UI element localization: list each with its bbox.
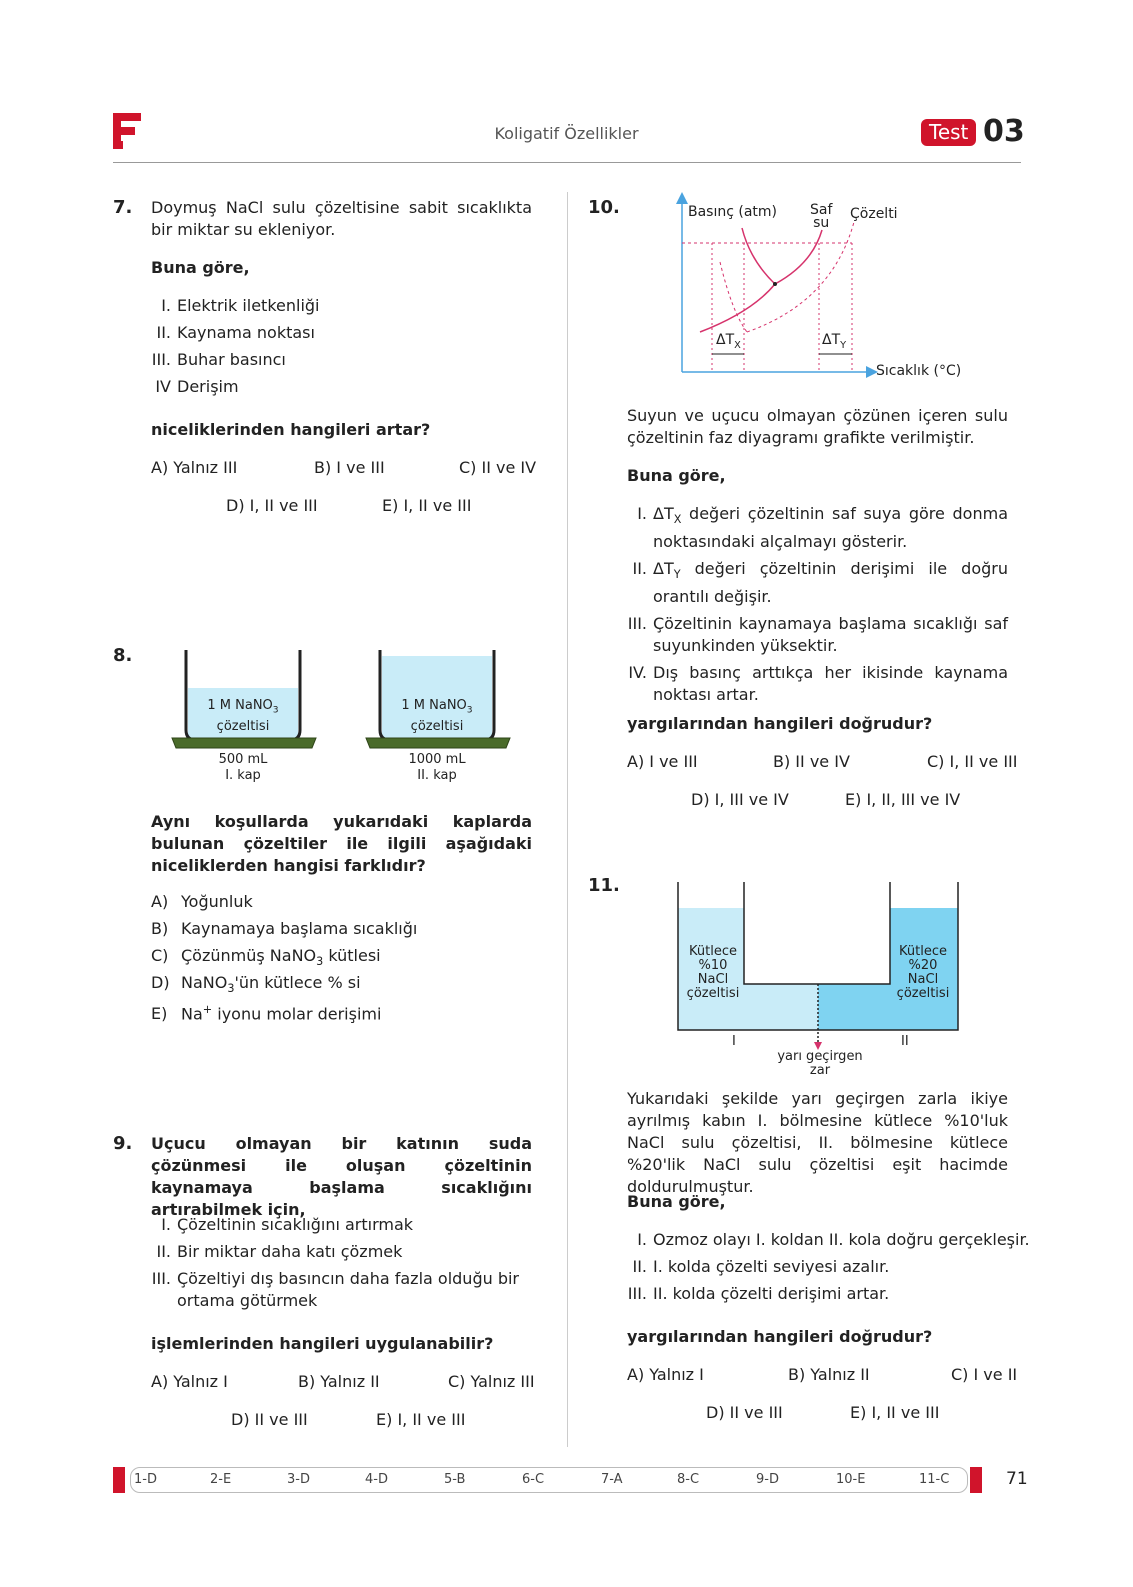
q10-item: III. Çözeltinin kaynamaya başlama sıcaklığı saf suyunkinden yüksektir. [627, 614, 1008, 656]
beaker-1-caption: 500 mL I. kap [218, 752, 268, 783]
beaker-2-caption: 1000 mL II. kap [408, 752, 466, 783]
q8-option-d[interactable]: D) NaNO$_3$'ün kütlece % si [151, 973, 361, 996]
q7-option-d[interactable]: D) I, II ve III [226, 496, 318, 515]
q11-item-list [619, 1229, 1030, 1310]
q7-option-a[interactable]: A) Yalnız III [151, 458, 238, 477]
q9-option-d[interactable]: D) II ve III [231, 1410, 308, 1429]
answer-key-item: 11-C [919, 1472, 950, 1487]
answer-key-right-marker [970, 1467, 982, 1493]
q9-item: I. Çözeltinin sıcaklığını artırmak [161, 1215, 414, 1234]
test-badge: Test [921, 119, 976, 146]
q8-option-e[interactable]: E) Na+ iyonu molar derişimi [151, 1003, 382, 1024]
answer-key-item: 5-B [444, 1472, 466, 1487]
q10-lead: Buna göre, [627, 466, 726, 485]
q9-option-e[interactable]: E) I, II ve III [376, 1410, 466, 1429]
answer-key-item: 1-D [134, 1472, 157, 1487]
q11-lead: Buna göre, [627, 1192, 726, 1211]
membrane-label: yarı geçirgen zar [777, 1049, 863, 1078]
q11-item: I. Ozmoz olayı I. koldan II. kola doğru gerçekleşir. [637, 1230, 1030, 1249]
q10-item: II. $\Delta T_Y$ değeri çözeltinin derişimi ile doğru orantılı değişir. [632, 559, 1008, 607]
q7-item: IV Derişim [155, 377, 239, 396]
graph-cozelti-label: Çözelti [850, 206, 898, 222]
q9-stem: Uçucu olmayan bir katının suda çözünmesi ile oluşan çözeltinin kaynamaya başlama sıcaklığını artırabilmek için, [151, 1134, 532, 1219]
arm-i-label: I [732, 1034, 736, 1049]
graph-x-axis-label: Sıcaklık (°C) [876, 363, 962, 379]
q7-lead: Buna göre, [151, 258, 250, 277]
page-number: 71 [1006, 1469, 1028, 1489]
q10-option-d[interactable]: D) I, III ve IV [691, 790, 789, 809]
beaker-1-label: 1 M NaNO$_3$ çözeltisi [207, 698, 279, 734]
q7-item: I. Elektrik iletkenliği [161, 296, 320, 315]
column-divider [567, 192, 568, 1447]
q9-item-list [143, 1214, 532, 1312]
q7-stem: Doymuş NaCl sulu çözeltisine sabit sıcaklıkta bir miktar su ekleniyor. [151, 198, 532, 239]
q11-number: 11. [588, 875, 620, 896]
q9-option-b[interactable]: B) Yalnız II [298, 1372, 380, 1391]
q8-number: 8. [113, 645, 133, 666]
beaker-2-label: 1 M NaNO$_3$ çözeltisi [401, 698, 473, 734]
q9-number: 9. [113, 1133, 133, 1154]
q11-option-b[interactable]: B) Yalnız II [788, 1365, 870, 1384]
q7-option-e[interactable]: E) I, II ve III [382, 496, 472, 515]
answer-key-item: 10-E [836, 1472, 866, 1487]
q11-option-d[interactable]: D) II ve III [706, 1403, 783, 1422]
q11-item: III. II. kolda çözelti derişimi artar. [627, 1284, 890, 1303]
right-arm-label: Kütlece %20 NaCl çözeltisi [896, 944, 950, 1001]
q9-item: III. Çözeltiyi dış basıncın daha fazla olduğu bir ortama götürmek [151, 1269, 519, 1310]
graph-y-axis-label: Basınç (atm) [688, 204, 778, 220]
q10-stem: Suyun ve uçucu olmayan çözünen içeren sulu çözeltinin faz diyagramı grafikte verilmiştir. [627, 406, 1008, 447]
answer-key-item: 3-D [287, 1472, 310, 1487]
arm-ii-label: II [901, 1034, 909, 1049]
q8-option-b[interactable]: B) Kaynamaya başlama sıcaklığı [151, 919, 418, 938]
header-divider [113, 162, 1021, 163]
q7-item-list [143, 295, 320, 403]
q8-option-c[interactable]: C) Çözünmüş NaNO$_3$ kütlesi [151, 946, 381, 969]
answer-key-left-marker [113, 1467, 125, 1493]
q10-option-c[interactable]: C) I, II ve III [927, 752, 1018, 771]
answer-key-item: 4-D [365, 1472, 388, 1487]
q9-option-c[interactable]: C) Yalnız III [448, 1372, 535, 1391]
q7-option-c[interactable]: C) II ve IV [459, 458, 537, 477]
q7-option-b[interactable]: B) I ve III [314, 458, 385, 477]
page-title: Koligatif Özellikler [494, 124, 639, 143]
q9-question: işlemlerinden hangileri uygulanabilir? [151, 1334, 494, 1353]
q10-option-e[interactable]: E) I, II, III ve IV [845, 790, 961, 809]
q10-option-a[interactable]: A) I ve III [627, 752, 698, 771]
q11-option-e[interactable]: E) I, II ve III [850, 1403, 940, 1422]
graph-saf-su-label: Saf su [810, 202, 833, 231]
answer-key-item: 2-E [210, 1472, 232, 1487]
q7-item: III. Buhar basıncı [151, 350, 286, 369]
q11-item: II. I. kolda çözelti seviyesi azalır. [632, 1257, 890, 1276]
q10-item: IV. Dış basınç arttıkça her ikisinde kaynama noktası artar. [628, 663, 1008, 705]
q7-question: niceliklerinden hangileri artar? [151, 420, 431, 439]
q10-item-list [619, 503, 1008, 711]
q7-item: II. Kaynama noktası [156, 323, 315, 342]
q11-option-a[interactable]: A) Yalnız I [627, 1365, 704, 1384]
q10-option-b[interactable]: B) II ve IV [773, 752, 850, 771]
answer-key-item: 7-A [601, 1472, 623, 1487]
q11-question: yargılarından hangileri doğrudur? [627, 1327, 933, 1346]
q10-question: yargılarından hangileri doğrudur? [627, 714, 933, 733]
answer-key-item: 8-C [677, 1472, 700, 1487]
q8-question: Aynı koşullarda yukarıdaki kaplarda bulunan çözeltiler ile ilgili aşağıdaki niceliklerden hangisi farklıdır? [151, 812, 532, 875]
answer-key-item: 9-D [756, 1472, 779, 1487]
q9-item: II. Bir miktar daha katı çözmek [156, 1242, 403, 1261]
q7-number: 7. [113, 197, 133, 218]
graph-dtx-label: $\Delta T_X$ [716, 332, 741, 351]
q11-stem: Yukarıdaki şekilde yarı geçirgen zarla ikiye ayrılmış kabın I. bölmesine kütlece %10'luk NaCl sulu çözeltisi, II. bölmesine kütlece %20'lik NaCl sulu çözeltisi eşit hacimde doldurulmuştur. [627, 1089, 1008, 1196]
answer-key-item: 6-C [522, 1472, 545, 1487]
test-number: 03 [983, 114, 1025, 149]
q10-number: 10. [588, 197, 620, 218]
q8-option-list [151, 891, 417, 1026]
q8-option-a[interactable]: A) Yoğunluk [151, 892, 253, 911]
graph-dty-label: $\Delta T_Y$ [822, 332, 847, 351]
q11-option-c[interactable]: C) I ve II [951, 1365, 1018, 1384]
left-arm-label: Kütlece %10 NaCl çözeltisi [686, 944, 740, 1001]
q9-option-a[interactable]: A) Yalnız I [151, 1372, 228, 1391]
q10-item: I. $\Delta T_X$ değeri çözeltinin saf suya göre donma noktasındaki alçalmayı gösterir. [637, 504, 1008, 552]
